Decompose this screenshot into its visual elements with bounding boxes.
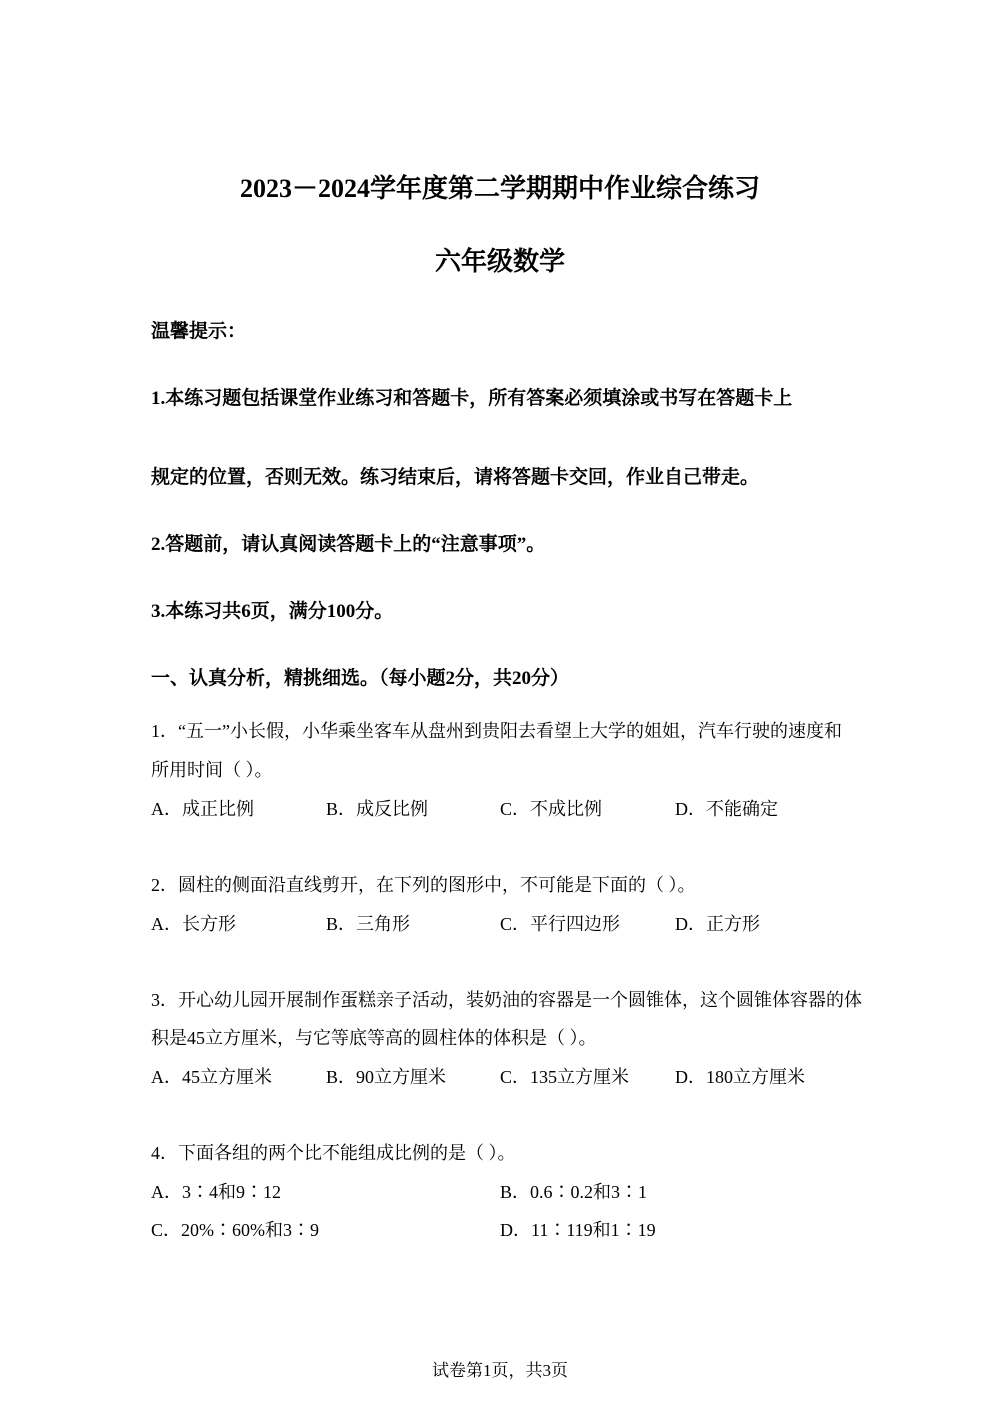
question-3-line-1: 3．开心幼儿园开展制作蛋糕亲子活动，装奶油的容器是一个圆锥体，这个圆锥体容器的体 — [151, 990, 862, 1010]
question-4-option-d: D．11∶119和1∶19 — [500, 1220, 656, 1240]
question-4-option-b: B．0.6∶0.2和3∶1 — [500, 1182, 648, 1202]
question-1-option-d: D．不能确定 — [675, 799, 778, 819]
question-2-option-a: A．长方形 — [151, 914, 236, 934]
tips-heading: 温馨提示： — [151, 321, 247, 342]
question-2-options — [151, 910, 861, 936]
question-1-line-1: 1．“五一”小长假，小华乘坐客车从盘州到贵阳去看望上大学的姐姐，汽车行驶的速度和 — [151, 721, 842, 741]
question-3-option-c: C．135立方厘米 — [500, 1067, 630, 1087]
question-4-line-1: 4．下面各组的两个比不能组成比例的是（ ）。 — [151, 1143, 516, 1163]
section-1-heading: 一、认真分析，精挑细选。（每小题2分，共20分） — [151, 668, 570, 689]
question-2-line-1: 2．圆柱的侧面沿直线剪开，在下列的图形中，不可能是下面的（ ）。 — [151, 875, 696, 895]
question-3-line-2: 积是45立方厘米，与它等底等高的圆柱体的体积是（ ）。 — [151, 1028, 597, 1048]
tip-1-line-2: 规定的位置，否则无效。练习结束后，请将答题卡交回，作业自己带走。 — [151, 467, 760, 488]
page-title: 2023－2024学年度第二学期期中作业综合练习 — [239, 174, 760, 203]
tip-1-line-1: 1.本练习题包括课堂作业练习和答题卡，所有答案必须填涂或书写在答题卡上 — [151, 388, 793, 409]
tip-3: 3.本练习共6页，满分100分。 — [151, 601, 394, 622]
question-1-options — [151, 795, 861, 821]
question-4-option-c: C．20%∶60%和3∶9 — [151, 1220, 319, 1240]
question-3-options — [151, 1063, 861, 1089]
question-2-option-b: B．三角形 — [326, 914, 411, 934]
question-1-option-a: A．成正比例 — [151, 799, 254, 819]
question-2-option-d: D．正方形 — [675, 914, 760, 934]
question-1-line-2: 所用时间（ ）。 — [151, 760, 273, 780]
page-subtitle: 六年级数学 — [434, 247, 565, 276]
question-2-option-c: C．平行四边形 — [500, 914, 621, 934]
question-3-option-d: D．180立方厘米 — [675, 1067, 805, 1087]
question-1-option-c: C．不成比例 — [500, 799, 603, 819]
question-3-option-b: B．90立方厘米 — [326, 1067, 447, 1087]
question-4-options-row-2 — [151, 1216, 861, 1242]
question-1-option-b: B．成反比例 — [326, 799, 429, 819]
question-4-option-a: A．3∶4和9∶12 — [151, 1182, 281, 1202]
question-4-options-row-1 — [151, 1178, 861, 1204]
question-3-option-a: A．45立方厘米 — [151, 1067, 272, 1087]
tip-2: 2.答题前，请认真阅读答题卡上的“注意事项”。 — [151, 534, 546, 555]
page-footer: 试卷第1页，共3页 — [432, 1361, 568, 1380]
